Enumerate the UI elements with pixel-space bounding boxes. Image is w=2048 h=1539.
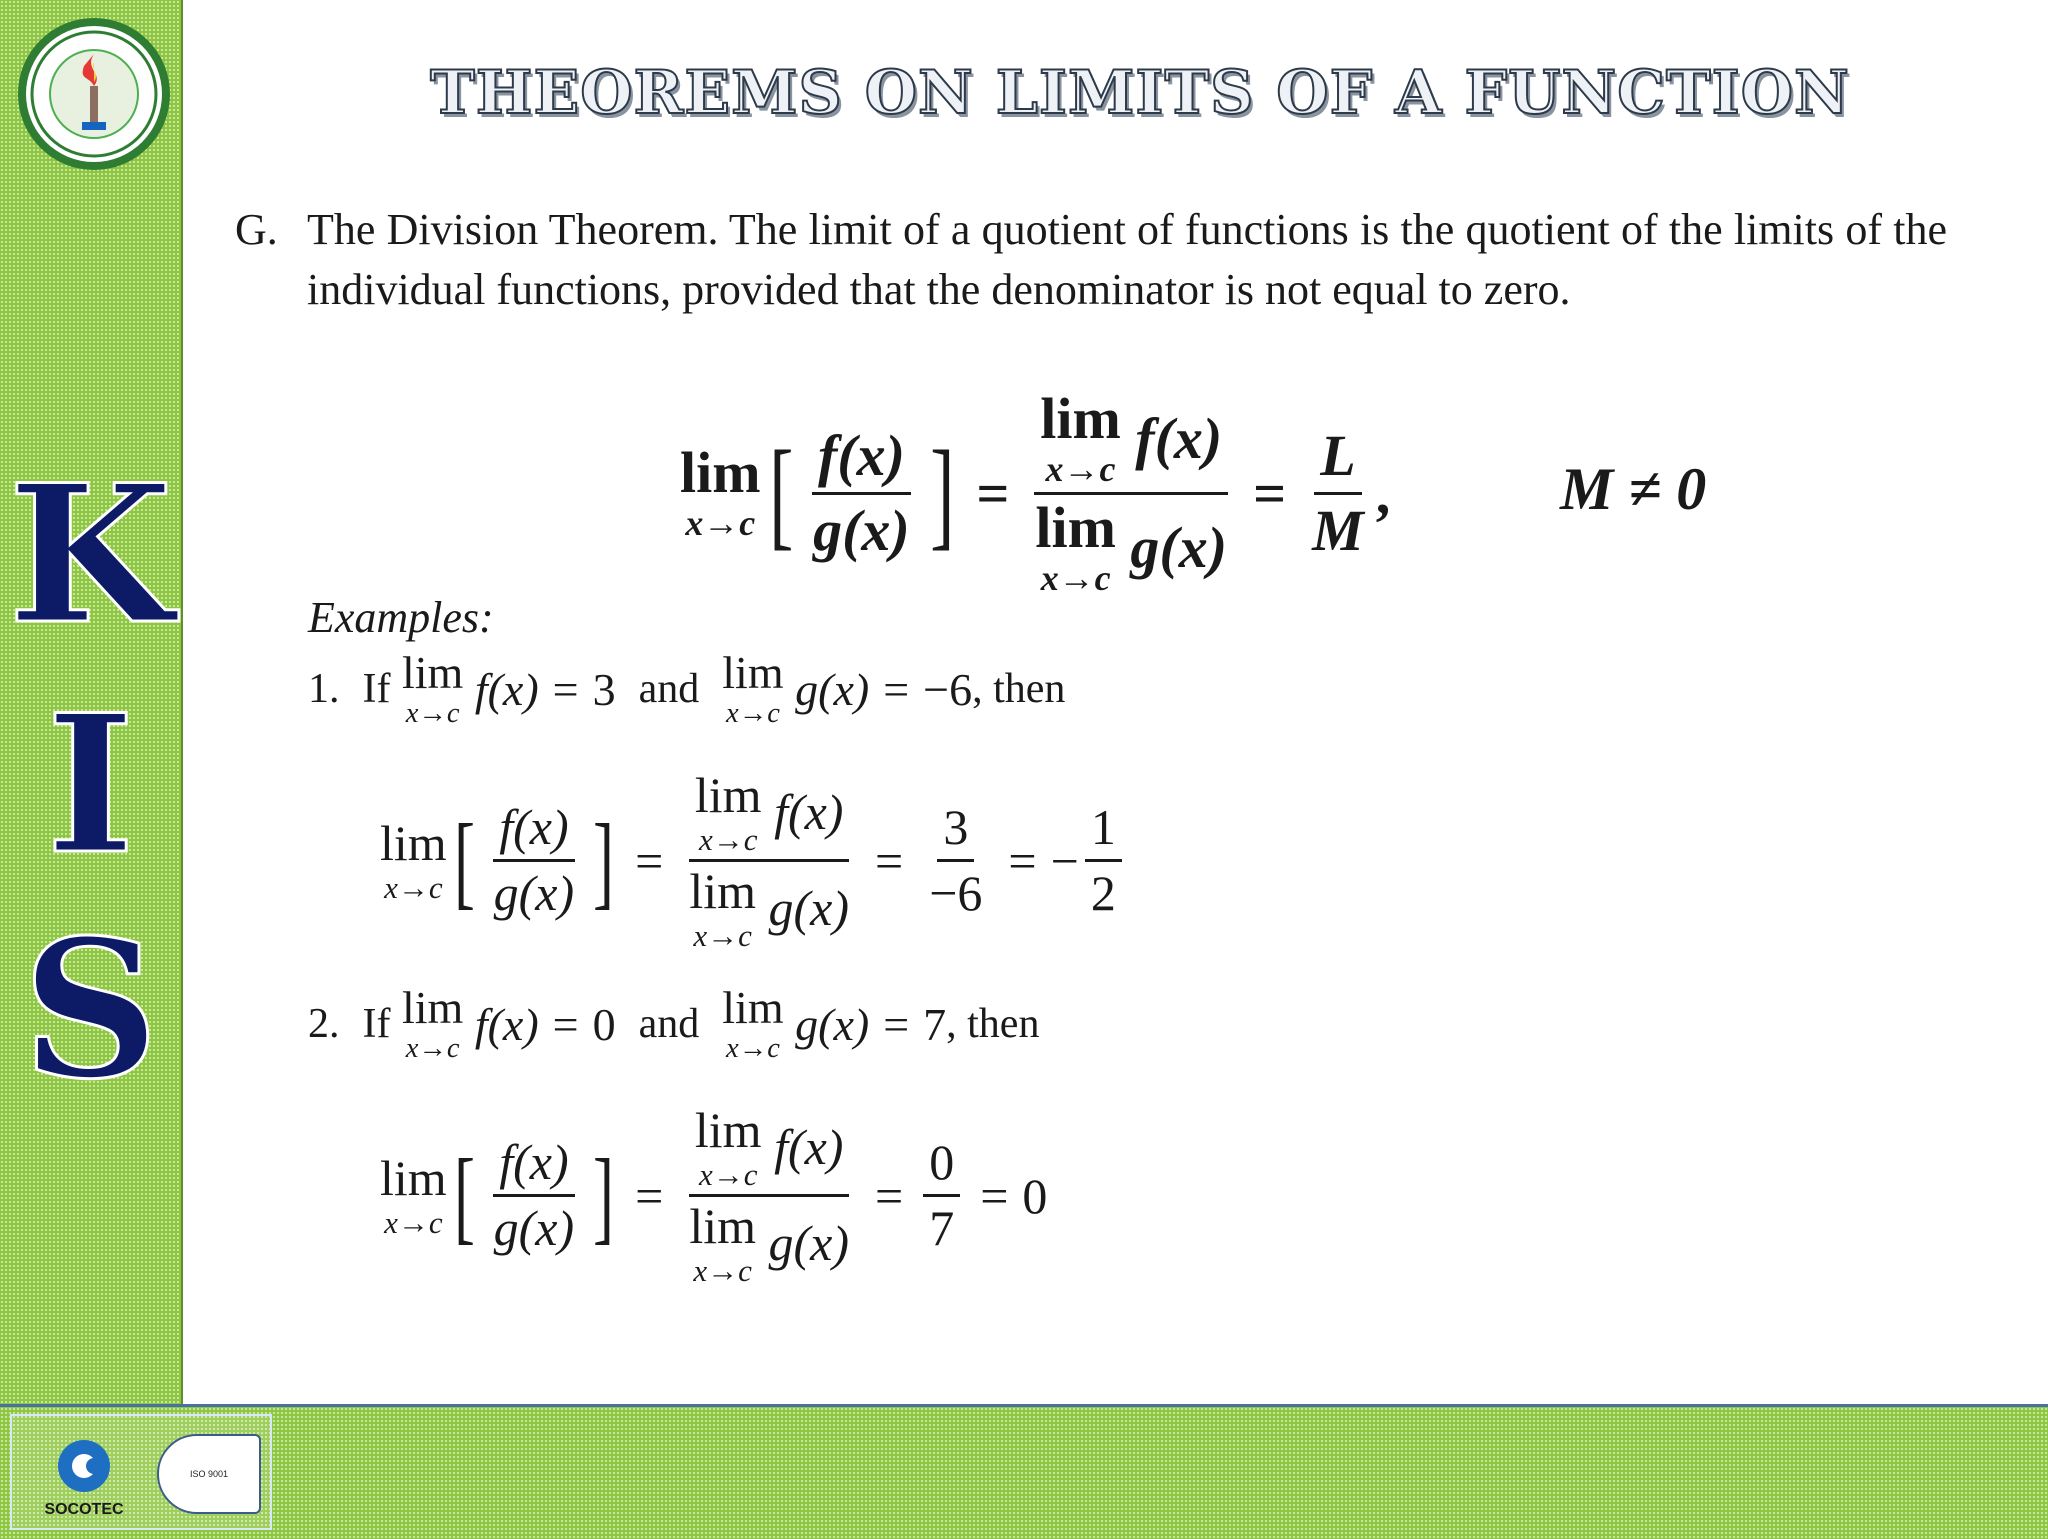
lim-subscript: x→c <box>693 918 752 953</box>
limit-operator <box>380 1150 447 1240</box>
lim-text: lim <box>380 1150 447 1206</box>
left-bracket: [ <box>768 425 793 561</box>
lim-text: lim <box>680 440 761 506</box>
example-2-condition <box>308 982 1040 1064</box>
limit-operator <box>694 1102 762 1192</box>
equals-sign: = <box>635 832 664 889</box>
lim-text: lim <box>380 815 447 871</box>
if-text: If <box>362 1001 391 1048</box>
right-bracket: ] <box>929 425 955 561</box>
function-g: g(x) <box>795 663 870 715</box>
function-f: f(x) <box>774 1119 844 1175</box>
if-text: If <box>362 666 391 713</box>
f-limit-value: 3 <box>592 663 616 715</box>
limit-operator <box>689 1198 757 1288</box>
lim-text: lim <box>689 1198 757 1254</box>
lim-text: lim <box>694 1102 762 1158</box>
equals-sign: = <box>883 998 910 1050</box>
right-bracket: ] <box>593 1137 615 1254</box>
equals-sign: = <box>1253 460 1287 526</box>
function-f: f(x) <box>474 998 539 1050</box>
denominator: −6 <box>929 865 983 921</box>
denominator: 7 <box>929 1200 955 1256</box>
left-bracket: [ <box>453 802 475 919</box>
lim-subscript: x→c <box>405 698 460 729</box>
lim-subscript: x→c <box>693 1253 752 1288</box>
numerator: 0 <box>923 1135 960 1197</box>
lim-subscript: x→c <box>1040 557 1111 598</box>
limit-fraction <box>683 1102 855 1288</box>
function-g: g(x) <box>795 998 870 1050</box>
function-f: f(x) <box>1135 406 1223 472</box>
limit-operator <box>689 863 757 953</box>
f-limit-value: 0 <box>592 998 616 1050</box>
numerator <box>689 767 850 862</box>
limit-operator <box>401 982 464 1064</box>
lim-subscript: x→c <box>405 1033 460 1064</box>
lim-text: lim <box>694 767 762 823</box>
theorem-statement <box>235 200 1947 320</box>
lim-text: lim <box>689 863 757 919</box>
equals-sign: = <box>976 460 1010 526</box>
equals-sign: = <box>552 663 579 715</box>
value-fraction <box>923 800 988 921</box>
denominator <box>1029 495 1233 597</box>
limit-operator <box>401 647 464 729</box>
slide-title: THEOREMS ON LIMITS OF A FUNCTION <box>430 58 1850 128</box>
and-text: and <box>638 666 700 713</box>
equals-sign: = <box>980 1167 1009 1224</box>
lim-text: lim <box>1035 494 1116 560</box>
function-f: f(x) <box>474 663 539 715</box>
denominator: g(x) <box>493 1200 575 1256</box>
kis-letter-i: I <box>46 673 135 896</box>
lim-subscript: x→c <box>685 503 756 544</box>
equals-sign: = <box>875 1167 904 1224</box>
limit-operator <box>380 815 447 905</box>
lim-text: lim <box>1040 386 1121 451</box>
result-value: 0 <box>1022 1167 1048 1224</box>
nonzero-condition: M ≠ 0 <box>1560 456 1707 522</box>
equals-sign: = <box>552 998 579 1050</box>
theorem-text: The Division Theorem. The limit of a quotient of functions is the quotient of the limits of the individual functions, provided that the denominator is not equal to zero. <box>307 205 1947 314</box>
numerator: f(x) <box>812 424 911 495</box>
limit-operator <box>1035 494 1116 598</box>
limit-operator <box>722 647 784 729</box>
bracketed-quotient <box>447 1135 621 1256</box>
g-limit-value: 7 <box>923 998 947 1050</box>
equals-sign: = <box>1008 832 1037 889</box>
slide-content <box>235 200 1947 320</box>
division-theorem-formula <box>680 386 1391 598</box>
theorem-label: G. <box>235 205 278 254</box>
kis-letter-s: S <box>21 898 160 1121</box>
equals-sign: = <box>875 832 904 889</box>
right-bracket: ] <box>593 802 615 919</box>
lim-subscript: x→c <box>698 822 758 857</box>
minus-sign: − <box>1050 832 1079 889</box>
lim-text: lim <box>401 982 464 1033</box>
examples-heading: Examples: <box>308 593 494 642</box>
footer-bar <box>0 1404 2048 1539</box>
sidebar <box>0 0 183 1404</box>
then-text: , then <box>972 666 1066 713</box>
equals-sign: = <box>635 1167 664 1224</box>
numerator <box>689 1102 850 1197</box>
g-limit-value: −6 <box>923 663 973 715</box>
fraction <box>488 800 581 921</box>
and-text: and <box>638 1001 700 1048</box>
school-seal-logo <box>14 14 174 174</box>
lim-text: lim <box>401 647 464 698</box>
function-f: f(x) <box>774 784 844 840</box>
denominator <box>683 1197 855 1286</box>
lim-subscript: x→c <box>726 1033 780 1064</box>
numerator: 3 <box>937 800 974 862</box>
limit-operator <box>680 440 761 544</box>
example-1-condition <box>308 647 1066 729</box>
example-2-solution <box>380 1102 1048 1288</box>
denominator: M <box>1312 497 1364 563</box>
result-fraction <box>1085 800 1122 921</box>
denominator: g(x) <box>493 865 575 921</box>
equals-sign: = <box>883 663 910 715</box>
lim-subscript: x→c <box>726 698 780 729</box>
limit-operator <box>1040 386 1121 489</box>
numerator: f(x) <box>493 1135 574 1197</box>
left-bracket: [ <box>453 1137 475 1254</box>
function-g: g(x) <box>768 1215 850 1271</box>
limit-fraction <box>683 767 855 953</box>
example-number: 1. <box>308 666 340 713</box>
iso-cert-mark: ISO 9001 <box>157 1434 261 1514</box>
denominator <box>683 862 855 951</box>
numerator: L <box>1314 424 1361 495</box>
lim-text: lim <box>722 982 784 1033</box>
certification-logo-box <box>10 1414 272 1530</box>
lim-text: lim <box>722 647 784 698</box>
example-number: 2. <box>308 1001 340 1048</box>
socotec-logo-icon <box>24 1422 144 1522</box>
denominator: g(x) <box>813 497 910 563</box>
numerator: 1 <box>1085 800 1122 862</box>
function-g: g(x) <box>768 880 850 936</box>
lim-subscript: x→c <box>698 1157 758 1192</box>
then-text: , then <box>946 1001 1040 1048</box>
kis-letter-k: K <box>7 443 174 666</box>
function-g: g(x) <box>1130 515 1228 581</box>
fraction <box>488 1135 581 1256</box>
value-fraction <box>923 1135 960 1256</box>
limit-operator <box>722 982 784 1064</box>
numerator <box>1034 386 1228 495</box>
numerator: f(x) <box>493 800 574 862</box>
socotec-logo-text: SOCOTEC <box>44 1501 124 1518</box>
lim-subscript: x→c <box>384 870 443 905</box>
lim-subscript: x→c <box>1045 449 1116 489</box>
limit-operator <box>694 767 762 857</box>
denominator: 2 <box>1090 865 1116 921</box>
limit-fraction <box>1029 386 1233 598</box>
fraction <box>807 424 916 563</box>
bracketed-quotient <box>447 800 621 921</box>
lim-subscript: x→c <box>384 1205 443 1240</box>
example-1-solution <box>380 767 1128 953</box>
result-fraction <box>1306 424 1370 563</box>
bracketed-quotient <box>761 424 963 563</box>
comma: , <box>1375 460 1391 526</box>
